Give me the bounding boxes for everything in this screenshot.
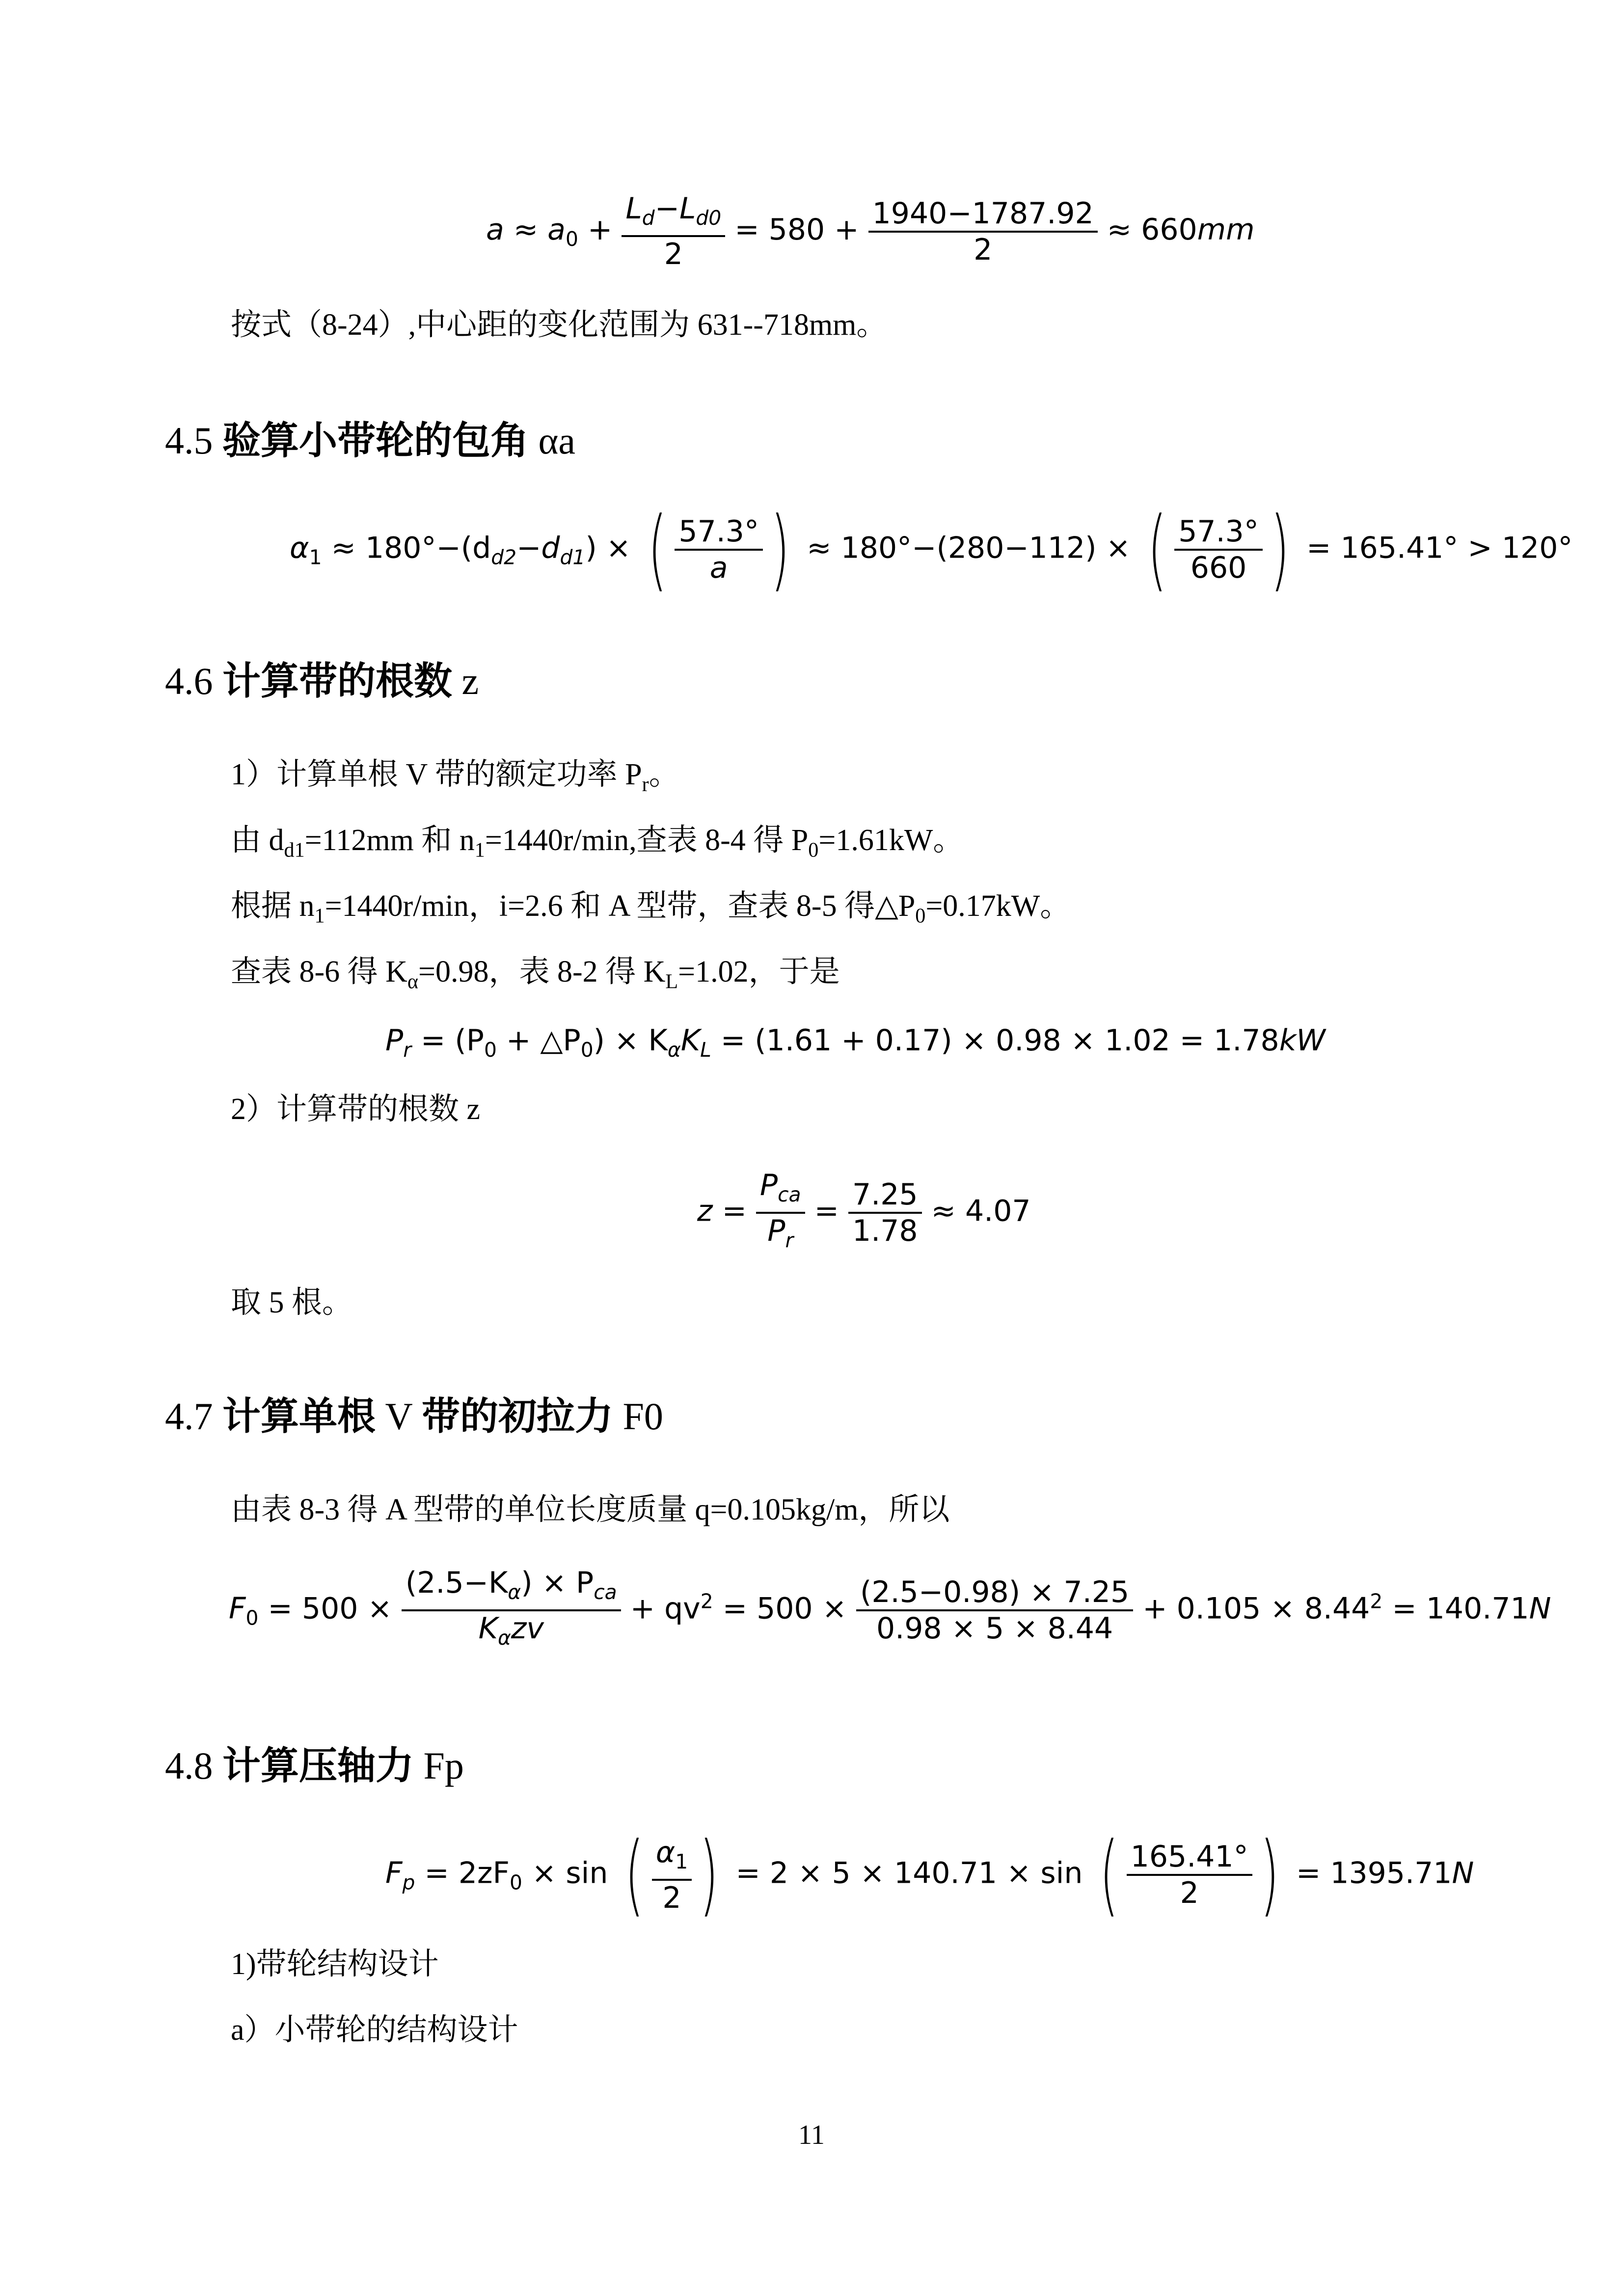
fraction-angle-half: $\frac{165.41^\circ}{2}$ — [1127, 1840, 1252, 1910]
equation-initial-tension: $F_0 = 500$ × $\frac{(2.5-K_\alpha) \times P_{ca}}{K_\alpha zv}$ + $qv^2 = 500$ × $\frac{(2.5-0.98) \times 7.25}{0.98 \times 5 \times 8.44}$ + $0.105 \times 8.44^2 = 140.71N$ — [229, 1566, 1551, 1655]
heading-4-5: 4.5 验算小带轮的包角 αa — [165, 419, 576, 463]
heading-4-7: 4.7 计算单根 V 带的初拉力 F0 — [165, 1394, 663, 1439]
paragraph-belt-count: 2）计算带的根数 z — [231, 1093, 481, 1126]
heading-4-6: 4.6 计算带的根数 z — [165, 659, 479, 703]
fraction-angle-a: $\frac{57.3^\circ}{a}$ — [675, 514, 763, 585]
equation-shaft-force: $F_p = 2zF_0 \times \sin$ ( $\frac{\alpha_1}{2}$ ) = 2 × 5 × 140.71 × sin ( $\frac{165.41^\circ}{2}$ ) = 1395.71N — [385, 1823, 1474, 1926]
paragraph-pulley-design: 1)带轮结构设计 — [231, 1948, 439, 1981]
paragraph-small-pulley-design: a）小带轮的结构设计 — [231, 2013, 518, 2047]
paragraph-mass-per-length: 由表 8-3 得 A 型带的单位长度质量 q=0.105kg/m，所以 — [231, 1493, 950, 1526]
fraction-alpha-half: $\frac{\alpha_1}{2}$ — [652, 1835, 692, 1915]
paragraph-p0: 由 $d_{d1}=112mm$ 和 $n_1=1440r/\min$,查表 8-4 得 $P_0=1.61kW$。 — [231, 824, 964, 862]
heading-4-8: 4.8 计算压轴力 Fp — [165, 1744, 464, 1788]
fraction-tension-symbolic: $\frac{(2.5-K_\alpha) \times P_{ca}}{K_\alpha zv}$ — [402, 1566, 621, 1655]
paragraph-take-five: 取 5 根。 — [231, 1286, 353, 1319]
equation-wrap-angle: $\alpha_1 \approx 180^\circ-(d_{d2}-d_{d1})$ × ( $\frac{57.3^\circ}{a}$ ) ≈ 180°−(280−112) × ( $\frac{57.3^\circ}{660}$ ) = 165.41° > 120° — [290, 498, 1573, 601]
fraction-pca-pr: $\frac{P_{ca}}{P_r}$ — [756, 1168, 805, 1257]
fraction-angle-660: $\frac{57.3^\circ}{660}$ — [1174, 514, 1263, 585]
fraction-725-178: $\frac{7.25}{1.78}$ — [848, 1177, 922, 1248]
fraction-numeric: $\frac{1940-1787.92}{2}$ — [868, 196, 1098, 267]
paragraph-k-factors: 查表 8-6 得 $K_\alpha=0.98$，表 8-2 得 $K_L=1.02$，于是 — [231, 955, 840, 993]
paragraph-center-distance-range: 按式（8-24）,中心距的变化范围为 631--718mm。 — [231, 308, 887, 342]
fraction-ld: $\frac{L_d-L_{d0}}{2}$ — [622, 191, 725, 271]
paragraph-delta-p0: 根据 $n_1=1440r/\min$，i=2.6 和 A 型带，查表 8-5 得$\triangle P_0=0.17kW$。 — [231, 889, 1071, 928]
equation-center-distance: $a \approx a_0$ + $\frac{L_d-L_{d0}}{2}$ = 580 + $\frac{1940-1787.92}{2}$ ≈ 660mm — [486, 191, 1255, 271]
paragraph-rated-power: 1）计算单根 V 带的额定功率 $P_r$。 — [231, 758, 679, 796]
equation-pr: $P_r = (P_0$ + $\triangle P_0) \times K_\alpha K_L = (1.61 + 0.17) \times 0.98 \times 1.02 = 1.78kW$ — [385, 1023, 1326, 1062]
equation-z: z = $\frac{P_{ca}}{P_r}$ = $\frac{7.25}{1.78}$ ≈ 4.07 — [697, 1168, 1031, 1257]
page-number: 11 — [798, 2120, 825, 2150]
fraction-tension-numeric: $\frac{(2.5-0.98) \times 7.25}{0.98 \times 5 \times 8.44}$ — [856, 1575, 1133, 1646]
